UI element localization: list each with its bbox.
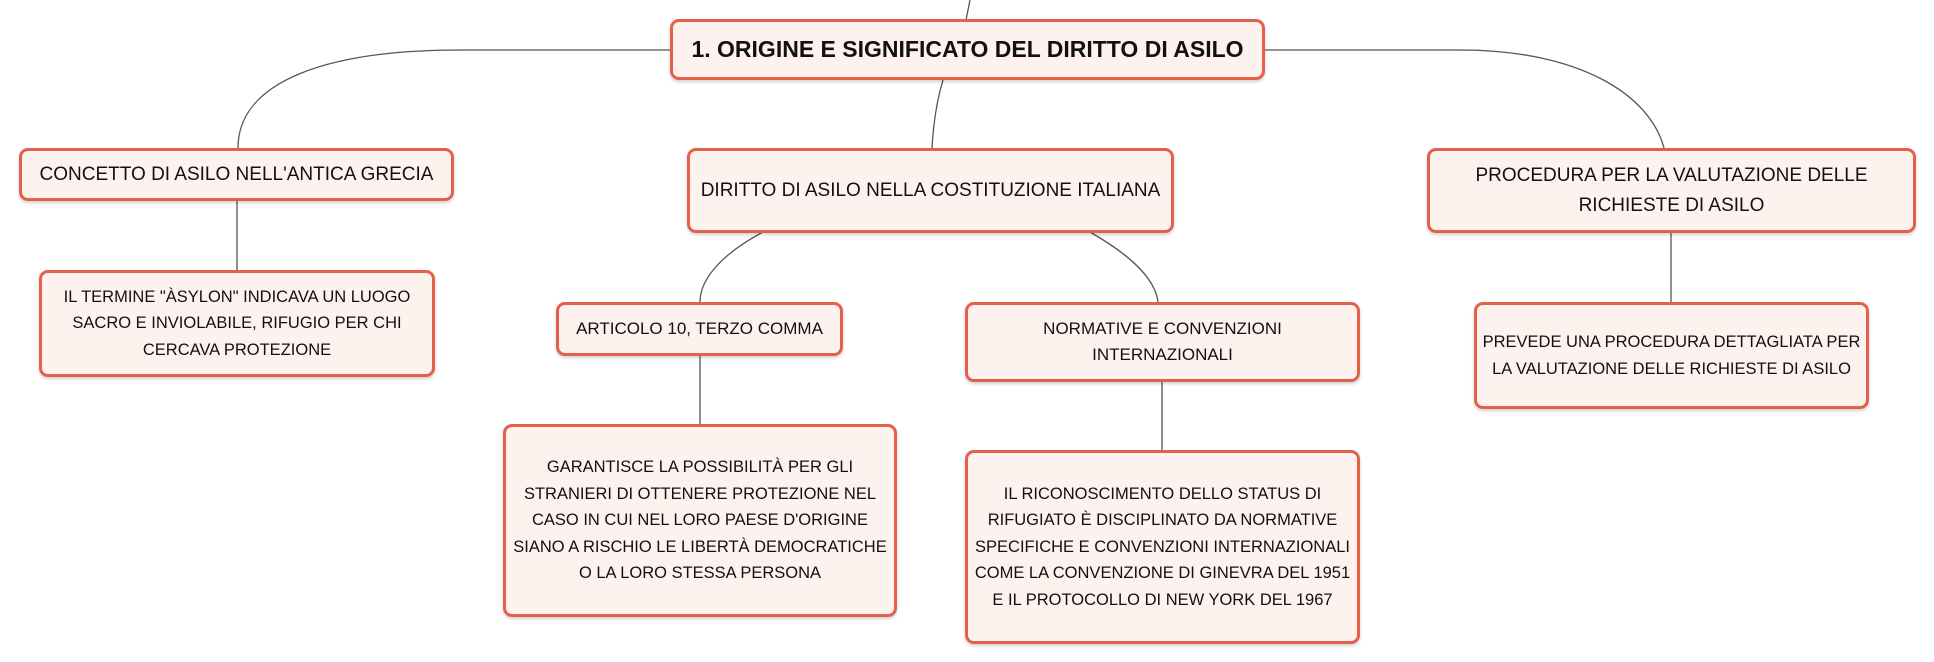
subtopic-label-asylon: IL TERMINE "ÀSYLON" INDICAVA UN LUOGO SACRO E INVIOLABILE, RIFUGIO PER CHI CERCAVA PROTEZIONE <box>63 287 411 359</box>
subtopic-label-articolo-10: ARTICOLO 10, TERZO COMMA <box>576 319 823 338</box>
subtopic-node-articolo-10[interactable] <box>556 302 843 356</box>
subtopic-label-prevede-procedura: PREVEDE UNA PROCEDURA DETTAGLIATA PER LA VALUTAZIONE DELLE RICHIESTE DI ASILO <box>1482 333 1861 378</box>
connector-root-to-procedura <box>1264 50 1664 148</box>
connector-root-to-costituzione <box>932 80 943 148</box>
detail-node-riconoscimento-status[interactable] <box>965 450 1360 644</box>
topic-node-procedura-valutazione[interactable] <box>1427 148 1916 233</box>
root-topic-node[interactable] <box>670 19 1265 80</box>
subtopic-label-normative-convenzioni: NORMATIVE E CONVENZIONI INTERNAZIONALI <box>1043 319 1282 364</box>
detail-node-garantisce[interactable] <box>503 424 897 617</box>
connector-costituzione-to-articolo <box>700 232 763 302</box>
topic-label-antica-grecia: CONCETTO DI ASILO NELL'ANTICA GRECIA <box>39 163 434 185</box>
connector-parent-to-root <box>966 0 970 20</box>
detail-label-riconoscimento-status: IL RICONOSCIMENTO DELLO STATUS DI RIFUGIATO È DISCIPLINATO DA NORMATIVE SPECIFICHE E CONVENZIONI INTERNAZIONALI COME LA CONVENZIONE DI GINEVRA DEL 1951 E IL PROTOCOLLO DI NEW YORK DEL 1967 <box>974 484 1351 609</box>
topic-label-costituzione-italiana: DIRITTO DI ASILO NELLA COSTITUZIONE ITALIANA <box>700 179 1161 201</box>
topic-node-costituzione-italiana[interactable] <box>687 148 1174 233</box>
detail-label-garantisce: GARANTISCE LA POSSIBILITÀ PER GLI STRANIERI DI OTTENERE PROTEZIONE NEL CASO IN CUI NEL LORO PAESE D'ORIGINE SIANO A RISCHIO LE LIBERTÀ DEMOCRATICHE O LA LORO STESSA PERSONA <box>513 458 887 583</box>
topic-node-antica-grecia[interactable] <box>19 148 454 201</box>
topic-label-procedura-valutazione: PROCEDURA PER LA VALUTAZIONE DELLE RICHIESTE DI ASILO <box>1475 164 1868 216</box>
connector-root-to-grecia <box>238 50 672 148</box>
subtopic-node-prevede-procedura[interactable] <box>1474 302 1869 409</box>
subtopic-node-normative-convenzioni[interactable] <box>965 302 1360 382</box>
root-topic-label: 1. ORIGINE E SIGNIFICATO DEL DIRITTO DI ASILO <box>691 36 1244 62</box>
connector-costituzione-to-normative <box>1090 232 1158 302</box>
subtopic-node-asylon[interactable] <box>39 270 435 377</box>
